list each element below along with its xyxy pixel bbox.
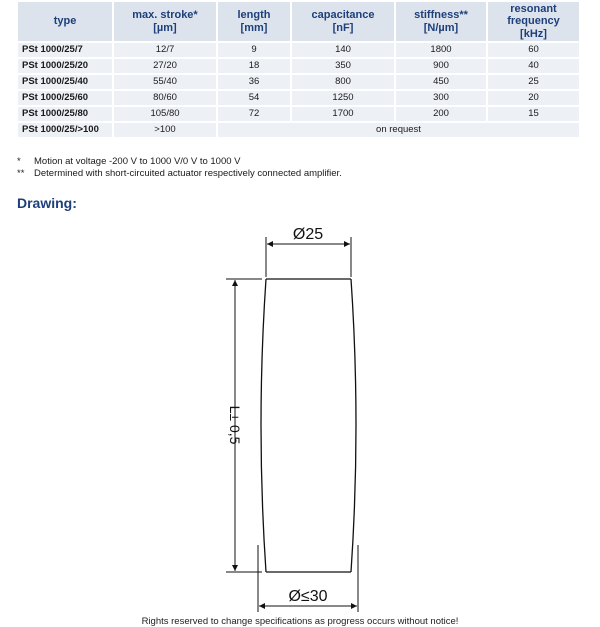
- cell-stiffness: 300: [396, 91, 486, 105]
- cell-type: PSt 1000/25/40: [18, 75, 112, 89]
- header-resonant-frequency: resonant frequency [kHz]: [488, 2, 579, 41]
- cell-capacitance: 140: [292, 43, 394, 57]
- cell-stroke: 105/80: [114, 107, 216, 121]
- cell-type: PSt 1000/25/80: [18, 107, 112, 121]
- cell-capacitance: 350: [292, 59, 394, 73]
- cell-type: PSt 1000/25/60: [18, 91, 112, 105]
- cell-frequency: 60: [488, 43, 579, 57]
- cell-type: PSt 1000/25/7: [18, 43, 112, 57]
- header-max-stroke: max. stroke* [µm]: [114, 2, 216, 41]
- cell-length: 9: [218, 43, 290, 57]
- cell-length: 36: [218, 75, 290, 89]
- cell-type: PSt 1000/25/20: [18, 59, 112, 73]
- cell-on-request: on request: [218, 123, 579, 137]
- cell-stiffness: 1800: [396, 43, 486, 57]
- cell-stroke: >100: [114, 123, 216, 137]
- header-type: type: [18, 2, 112, 41]
- cell-type: PSt 1000/25/>100: [18, 123, 112, 137]
- actuator-outline: [261, 279, 356, 572]
- cell-stroke: 12/7: [114, 43, 216, 57]
- top-diameter-dimension: [266, 237, 351, 277]
- cell-stiffness: 200: [396, 107, 486, 121]
- bottom-diameter-label: Ø≤30: [288, 588, 328, 605]
- cell-length: 72: [218, 107, 290, 121]
- footnote-text: Motion at voltage -200 V to 1000 V/0 V to 1000 V: [34, 156, 241, 167]
- header-capacitance: capacitance [nF]: [292, 2, 394, 41]
- header-stiffness: stiffness** [N/µm]: [396, 2, 486, 41]
- footnote-text: Determined with short-circuited actuator respectively connected amplifier.: [34, 167, 342, 179]
- cell-length: 54: [218, 91, 290, 105]
- footnote-mark: **: [17, 167, 25, 179]
- cell-stroke: 55/40: [114, 75, 216, 89]
- cell-frequency: 20: [488, 91, 579, 105]
- cell-stiffness: 900: [396, 59, 486, 73]
- cell-frequency: 15: [488, 107, 579, 121]
- footnote-mark: *: [17, 156, 21, 167]
- cell-capacitance: 800: [292, 75, 394, 89]
- drawing-title: Drawing:: [17, 195, 77, 211]
- footer-notice: Rights reserved to change specifications as progress occurs without notice!: [141, 616, 459, 627]
- cell-length: 18: [218, 59, 290, 73]
- header-length: length [mm]: [218, 2, 290, 41]
- cell-capacitance: 1250: [292, 91, 394, 105]
- cell-stroke: 80/60: [114, 91, 216, 105]
- cell-stroke: 27/20: [114, 59, 216, 73]
- cell-stiffness: 450: [396, 75, 486, 89]
- cell-frequency: 40: [488, 59, 579, 73]
- top-diameter-label: Ø25: [292, 226, 324, 243]
- cell-capacitance: 1700: [292, 107, 394, 121]
- cell-frequency: 25: [488, 75, 579, 89]
- length-tolerance-label: L± 0,5: [227, 405, 243, 445]
